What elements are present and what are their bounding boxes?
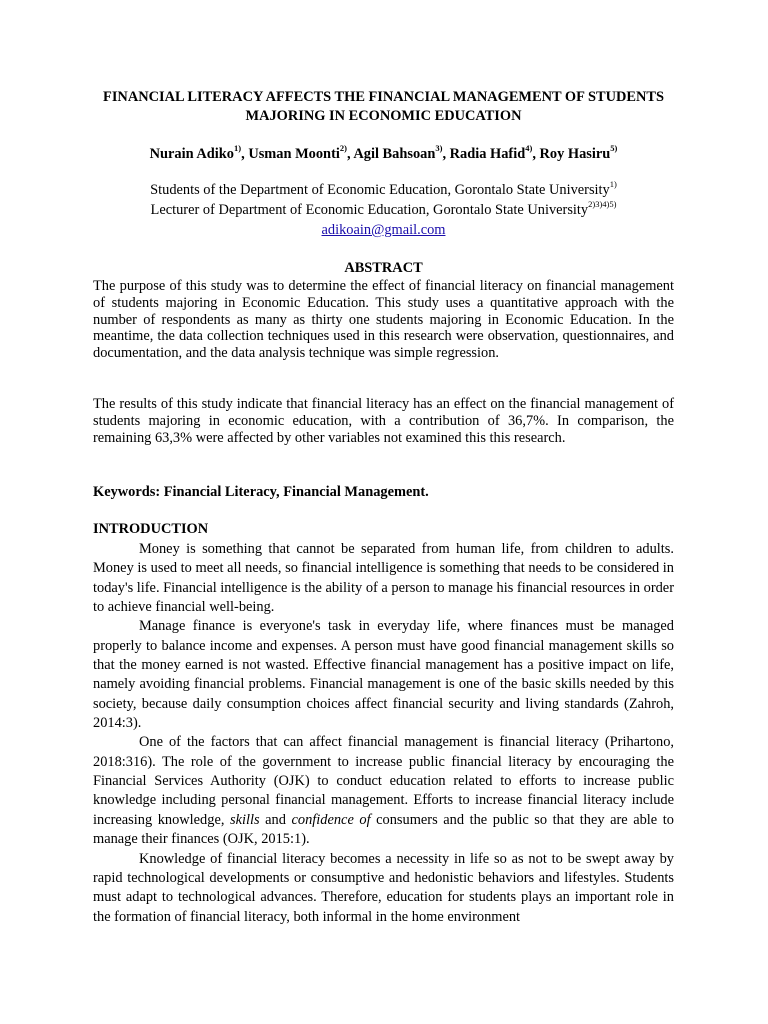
emphasis-text: skills <box>230 811 260 828</box>
author-affiliation-mark: 1) <box>234 143 242 154</box>
introduction-body <box>93 540 674 927</box>
affiliation-students <box>93 181 674 200</box>
author-name: Nurain Adiko <box>149 146 235 162</box>
author-separator: , <box>346 146 354 162</box>
affiliation-text: Students of the Department of Economic Education, Gorontalo State University <box>150 182 610 198</box>
introduction-heading: INTRODUCTION <box>93 521 209 537</box>
body-paragraph: Knowledge of financial literacy becomes a necessity in life so as not to be swept away by rapid technological developments or consumptive and hedonistic behaviors and lifestyles. Students must adapt to technological advances. Therefore, education for students plays an important role in the formation of financial literacy, both informal in the home environment <box>93 850 674 925</box>
author-name: Agil Bahsoan <box>353 146 436 162</box>
contact-email <box>93 221 674 240</box>
body-text: consumers and the public so that they are able to manage their finances (OJK, 2015:1). <box>93 811 674 848</box>
body-paragraph: Money is something that cannot be separated from human life, from children to adults. Money is used to meet all needs, so financial intelligence is something that needs to be considered in today's life. Financial intelligence is the ability of a person to manage his financial resources in order to achieve financial well-being. <box>93 541 674 616</box>
author-name: Usman Moonti <box>248 146 340 162</box>
author-affiliation-mark: 2) <box>339 143 347 154</box>
abstract-heading: ABSTRACT <box>344 260 423 276</box>
affiliation-lecturers <box>93 201 674 220</box>
abstract-paragraph: The purpose of this study was to determine the effect of financial literacy on financial management of students majoring in Economic Education. This study uses a quantitative approach with the number of respondents as many as thirty one students majoring in Economic Education. In the meantime, the data collection techniques used in this research were observation, questionnaires, and documentation, and the data analysis technique was simple regression. <box>93 278 674 362</box>
author-affiliation-mark: 5) <box>610 143 618 154</box>
affiliation-mark: 1) <box>609 179 617 190</box>
author-affiliation-mark: 4) <box>525 143 533 154</box>
author-name: Roy Hasiru <box>539 146 611 162</box>
affiliation-text: Lecturer of Department of Economic Education, Gorontalo State University <box>150 202 589 218</box>
body-text: and <box>265 811 286 828</box>
body-text: One of the factors that can affect financial management is financial literacy (Prihartono, 2018:316). The role of the government to increase public financial literacy by encouraging the Financial Services Authority (OJK) to conduct education related to efforts to increase public knowledge including personal financial management. Efforts to increase financial literacy include increasing knowledge, <box>93 734 674 828</box>
keywords: Keywords: Financial Literacy, Financial Management. <box>93 484 429 500</box>
body-paragraph: Manage finance is everyone's task in everyday life, where finances must be managed properly to balance income and expenses. A person must have good financial management skills so that the money earned is not wasted. Effective financial management has a positive impact on life, namely avoiding financial problems. Financial management is one of the basic skills needed by this society, because daily consumption choices affect financial security and living standards (Zahroh, 2014:3). <box>93 618 674 732</box>
body-paragraph <box>93 733 674 849</box>
author-separator: , <box>241 146 249 162</box>
author-name: Radia Hafid <box>449 146 526 162</box>
author-affiliation-mark: 3) <box>435 143 443 154</box>
affiliation-mark: 2)3)4)5) <box>588 199 617 210</box>
email-link[interactable]: adikoain@gmail.com <box>321 222 446 238</box>
paper-title: FINANCIAL LITERACY AFFECTS THE FINANCIAL MANAGEMENT OF STUDENTS MAJORING IN ECONOMIC EDUCATION <box>103 89 664 124</box>
author-list <box>93 145 674 164</box>
emphasis-text: confidence of <box>291 811 371 828</box>
abstract-paragraph: The results of this study indicate that financial literacy has an effect on the financial management of students majoring in economic education, with a contribution of 36,7%. In comparison, the remaining 63,3% were affected by other variables not examined this this research. <box>93 396 674 446</box>
author-separator: , <box>442 146 450 162</box>
author-separator: , <box>532 146 540 162</box>
